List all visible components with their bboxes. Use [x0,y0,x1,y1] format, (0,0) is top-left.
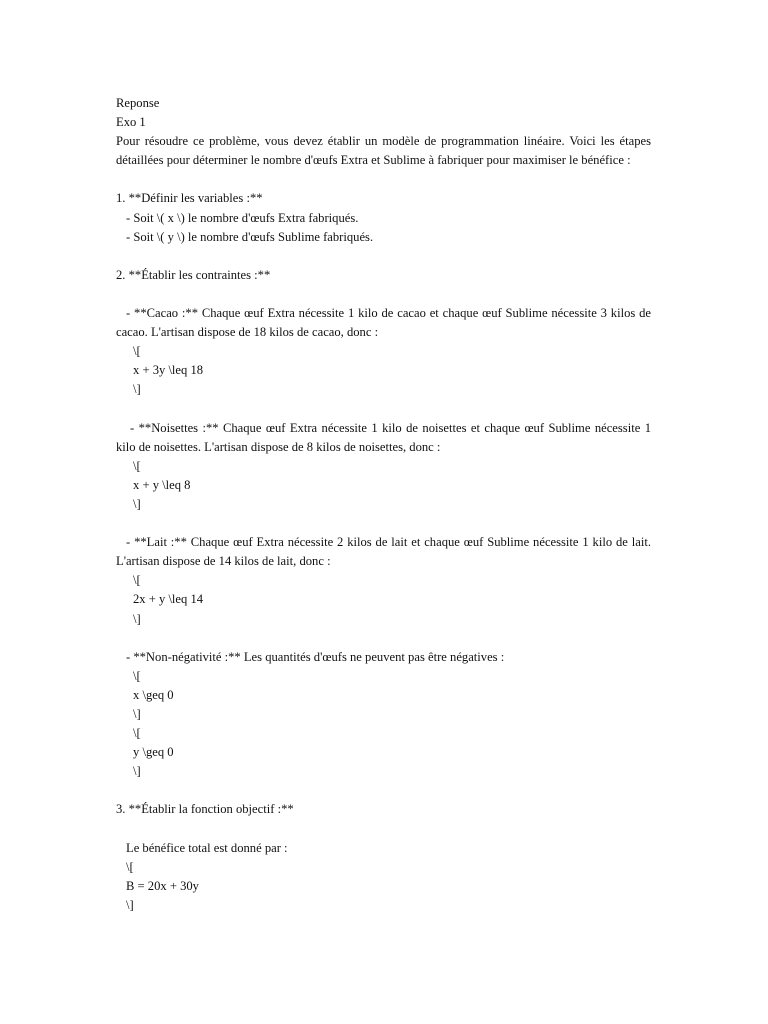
objective-math-open: \[ [126,859,134,874]
spacer [116,781,651,800]
lait-formula: 2x + y \leq 14 [133,592,204,607]
lait-math-open: \[ [133,573,141,588]
step3-title: 3. **Établir la fonction objectif :** [116,802,294,817]
spacer [116,400,651,419]
spacer [116,247,651,266]
lait-constraint-text: - **Lait :** Chaque œuf Extra nécessite 2 kilos de lait et chaque œuf Sublime nécessite 1 kilo de lait. L'artisan dispose de 14 kilos de lait, donc : [116,535,651,569]
document-body [116,94,651,915]
spacer [116,514,651,533]
nonneg-math-close-2: \] [133,764,141,779]
noisettes-formula: x + y \leq 8 [133,477,191,492]
spacer [116,820,651,839]
cacao-math-close: \] [133,382,141,397]
objective-text: Le bénéfice total est donné par : [126,840,288,855]
cacao-constraint-text: - **Cacao :** Chaque œuf Extra nécessite 1 kilo de cacao et chaque œuf Sublime nécessite 3 kilos de cacao. L'artisan dispose de 18 kilos de cacao, donc : [116,306,651,340]
variable-y-definition: - Soit \( y \) le nombre d'œufs Sublime fabriqués. [126,229,374,244]
noisettes-constraint-text: - **Noisettes :** Chaque œuf Extra nécessite 1 kilo de noisettes et chaque œuf Sublime nécessite 1 kilo de noisettes. L'artisan dispose de 8 kilos de noisettes, donc : [116,420,651,454]
step2-title: 2. **Établir les contraintes :** [116,267,271,282]
nonneg-formula-x: x \geq 0 [133,687,174,702]
nonneg-constraint-text: - **Non-négativité :** Les quantités d'œufs ne peuvent pas être négatives : [126,649,505,664]
noisettes-math-open: \[ [133,458,141,473]
spacer [116,629,651,648]
objective-math-close: \] [126,897,134,912]
spacer [116,285,651,304]
nonneg-math-open-2: \[ [133,726,141,741]
cacao-formula: x + 3y \leq 18 [133,363,204,378]
intro-paragraph: Pour résoudre ce problème, vous devez établir un modèle de programmation linéaire. Voici les étapes détaillées pour déterminer le nombre d'œufs Extra et Sublime à fabriquer pour maximiser le bénéfice : [116,134,651,168]
cacao-math-open: \[ [133,344,141,359]
noisettes-math-close: \] [133,496,141,511]
step1-title: 1. **Définir les variables :** [116,191,263,206]
nonneg-math-open-1: \[ [133,668,141,683]
spacer [116,170,651,189]
nonneg-math-close-1: \] [133,707,141,721]
lait-math-close: \] [133,611,141,626]
exercise-label: Exo 1 [116,115,146,130]
nonneg-formula-y: y \geq 0 [133,745,174,760]
variable-x-definition: - Soit \( x \) le nombre d'œufs Extra fabriqués. [126,210,359,225]
document-heading: Reponse [116,96,160,110]
objective-formula: B = 20x + 30y [126,878,199,893]
